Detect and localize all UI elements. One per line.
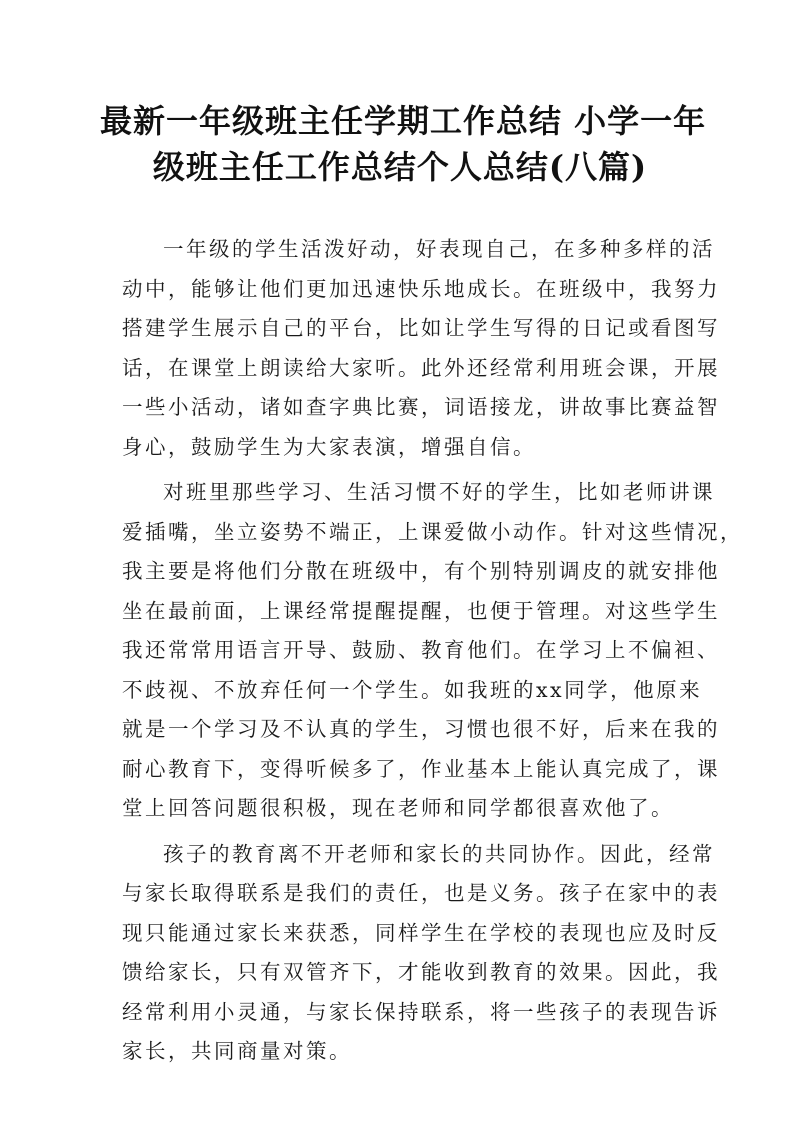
text-line: 堂上回答问题很积极，现在老师和同学都很喜欢他了。 — [122, 796, 674, 820]
text-line: 馈给家长，只有双管齐下，才能收到教育的效果。因此，我 — [122, 960, 720, 984]
text-line: 与家长取得联系是我们的责任，也是义务。孩子在家中的表 — [122, 881, 720, 905]
text-line: 现只能通过家长来获悉，同样学生在学校的表现也应及时反 — [122, 920, 720, 945]
text-line: 家长，共同商量对策。 — [122, 1039, 352, 1063]
text-line: 经常利用小灵通，与家长保持联系，将一些孩子的表现告诉 — [122, 999, 720, 1024]
text-line: 就是一个学习及不认真的学生，习惯也很不好，后来在我的 — [122, 717, 720, 741]
text-line: 耐心教育下，变得听候多了，作业基本上能认真完成了，课 — [122, 756, 720, 781]
title-line: 级班主任工作总结个人总结(八篇) — [152, 148, 648, 186]
text-line: 我还常常用语言开导、鼓励、教育他们。在学习上不偏袒、 — [122, 638, 720, 662]
paragraph-2 — [122, 473, 743, 829]
text-line: 话，在课堂上朗读给大家听。此外还经常利用班会课，开展 — [122, 355, 720, 380]
text-line: 孩子的教育离不开老师和家长的共同协作。因此，经常 — [163, 841, 715, 866]
text-line: 不歧视、不放弃任何一个学生。如我班的xx同学，他原来 — [122, 677, 703, 702]
text-line: 一年级的学生活泼好动，好表现自己，在多种多样的活 — [163, 237, 715, 261]
paragraph-1 — [122, 230, 720, 467]
text-line: 身心，鼓励学生为大家表演，增强自信。 — [122, 434, 536, 459]
text-line: 动中，能够让他们更加迅速快乐地成长。在班级中，我努力 — [122, 276, 720, 301]
paragraph-3 — [122, 835, 720, 1072]
text-line: 对班里那些学习、生活习惯不好的学生，比如老师讲课 — [163, 480, 715, 504]
document-title — [100, 98, 707, 190]
text-line: 我主要是将他们分散在班级中，有个别特别调皮的就安排他 — [122, 559, 720, 583]
document-body — [122, 230, 743, 1078]
title-line: 最新一年级班主任学期工作总结 小学一年 — [100, 102, 707, 140]
text-line: 一些小活动，诸如查字典比赛，词语接龙，讲故事比赛益智 — [122, 395, 720, 419]
text-line: 爱插嘴，坐立姿势不端正，上课爱做小动作。针对这些情况， — [122, 519, 743, 544]
text-line: 坐在最前面，上课经常提醒提醒，也便于管理。对这些学生 — [122, 598, 720, 623]
text-line: 搭建学生展示自己的平台，比如让学生写得的日记或看图写 — [122, 316, 720, 340]
